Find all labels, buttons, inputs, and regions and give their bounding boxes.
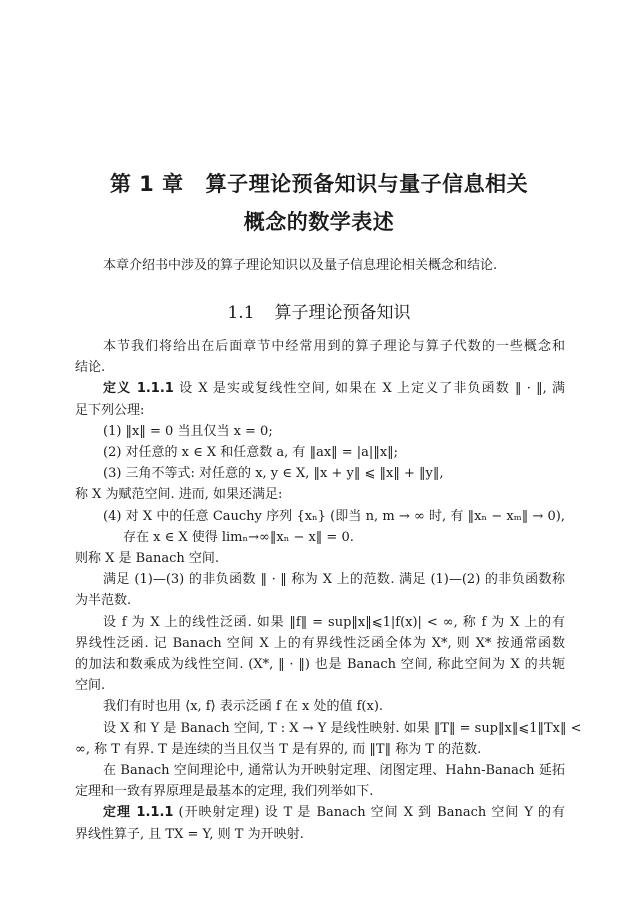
line-text: 我们有时也用 ⟨x, f⟩ 表示泛函 f 在 x 处的值 f(x).: [103, 699, 384, 715]
line-text: 的加法和数乘成为线性空间. (X*, ‖ · ‖) 也是 Banach 空间, 称此空间为 X 的共轭: [75, 657, 565, 672]
line-text: 界线性泛函. 记 Banach 空间 X 上的有界线性泛函全体为 X*, 则 X* 按通常函数: [75, 635, 565, 651]
line-text: 设 X 和 Y 是 Banach 空间, T : X → Y 是线性映射. 如果 ‖T‖ = sup‖x‖⩽1‖Tx‖ <: [103, 720, 582, 736]
line-text: 满足 (1)—(3) 的非负函数 ‖ · ‖ 称为 X 上的范数. 满足 (1)—(2) 的非负函数称: [103, 572, 565, 588]
line-text: ∞, 称 T 有界. T 是连续的当且仅当 T 是有界的, 而 ‖T‖ 称为 T 的范数.: [75, 741, 482, 757]
definition-label: 定义 1.1.1: [103, 381, 174, 397]
text-line: [103, 507, 565, 527]
text-line: [75, 591, 565, 611]
text-line: [75, 549, 565, 569]
chapter-title-line-1: [0, 168, 638, 198]
text-line: [75, 655, 565, 675]
line-text: 存在 x ∈ X 使得 limₙ→∞‖xₙ − x‖ = 0.: [123, 529, 354, 545]
line-text: 设 f 为 X 上的线性泛函. 如果 ‖f‖ = sup‖x‖⩽1|f(x)| < ∞, 称 f 为 X 上的有: [103, 614, 565, 630]
text-line: [123, 528, 565, 548]
text-line: [103, 379, 565, 399]
text-line: [75, 676, 565, 696]
line-text: 为半范数.: [75, 593, 132, 609]
text-line: [75, 782, 565, 802]
line-text: (3) 三角不等式: 对任意的 x, y ∈ X, ‖x + y‖ ⩽ ‖x‖ + ‖y‖,: [103, 466, 444, 482]
line-text: 则称 X 是 Banach 空间.: [75, 551, 219, 566]
line-text: (开映射定理) 设 T 是 Banach 空间 X 到 Banach 空间 Y 的有: [173, 805, 565, 821]
definition-label: 定理 1.1.1: [103, 805, 174, 821]
chapter-intro: 本章介绍书中涉及的算子理论知识以及量子信息理论相关概念和结论.: [103, 258, 498, 273]
line-text: (4) 对 X 中的任意 Cauchy 序列 {xₙ} (即当 n, m → ∞ 时, 有 ‖xₙ − xₘ‖ → 0),: [103, 508, 565, 524]
text-line: [103, 761, 565, 781]
section-title: 算子理论预备知识: [274, 303, 411, 323]
text-line: [75, 485, 565, 505]
line-text: 足下列公理:: [75, 402, 145, 418]
line-text: 空间.: [75, 678, 106, 694]
line-text: 在 Banach 空间理论中, 通常认为开映射定理、闭图定理、Hahn-Banach 延拓: [103, 763, 565, 778]
section-heading: [0, 298, 638, 323]
line-text: 称 X 为赋范空间. 进而, 如果还满足:: [75, 487, 283, 503]
line-text: (1) ‖x‖ = 0 当且仅当 x = 0;: [103, 423, 273, 439]
text-line: [75, 825, 565, 845]
text-line: [103, 613, 565, 633]
line-text: 结论.: [75, 360, 106, 376]
chapter-title-line-2: 概念的数学表述: [243, 210, 395, 234]
text-line: [103, 697, 565, 717]
line-text: 设 X 是实或复线性空间, 如果在 X 上定义了非负函数 ‖ · ‖, 满: [173, 381, 566, 397]
text-line: [103, 570, 565, 590]
chapter-title-text: 算子理论预备知识与量子信息相关: [205, 172, 529, 196]
line-text: 本节我们将给出在后面章节中经常用到的算子理论与算子代数的一些概念和: [103, 339, 565, 354]
text-line: [75, 358, 565, 378]
line-text: 界线性算子, 且 TX = Y, 则 T 为开映射.: [75, 826, 304, 842]
text-line: [103, 422, 565, 442]
text-line: [103, 719, 582, 739]
text-line: [103, 443, 565, 463]
text-line: [103, 464, 565, 484]
text-line: [75, 740, 565, 760]
text-line: [103, 337, 565, 357]
line-text: 定理和一致有界原理是最基本的定理, 我们列举如下.: [75, 784, 374, 800]
section-number: 1.1: [227, 303, 255, 323]
chapter-number: 第 1 章: [109, 172, 184, 196]
line-text: (2) 对任意的 x ∈ X 和任意数 a, 有 ‖ax‖ = |a|‖x‖;: [103, 445, 399, 460]
text-line: [75, 401, 565, 421]
text-line: [75, 634, 565, 654]
text-line: [103, 803, 565, 823]
